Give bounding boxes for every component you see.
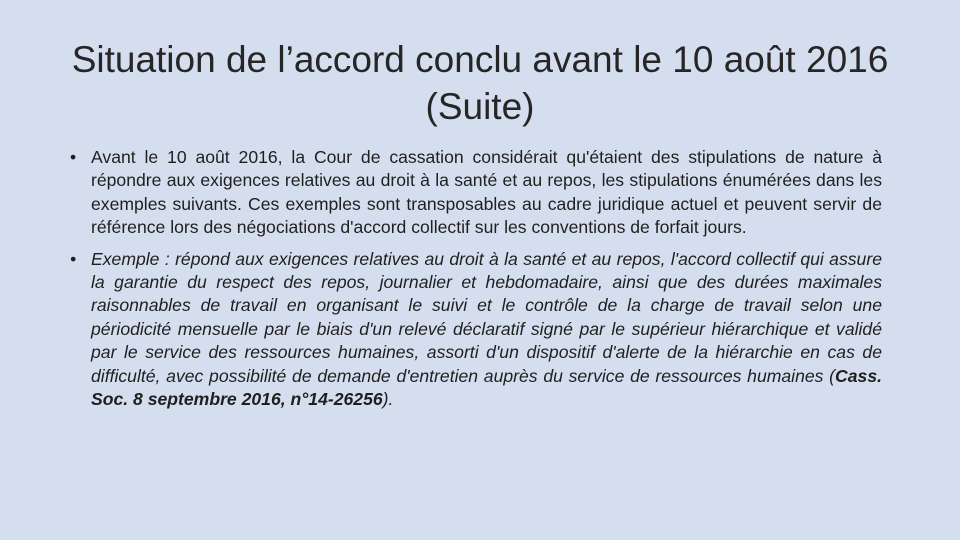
- bullet-text: Avant le 10 août 2016, la Cour de cassation considérait qu'étaient des stipulations de nature à répondre aux exigences relatives au droit à la santé et au repos, les stipulations énumérées dans les exemples suivants. Ces exemples sont transposables au cadre juridique actuel et peuvent servir de référence lors des négociations d'accord collectif sur les conventions de forfait jours.: [91, 147, 882, 238]
- bullet-list: [70, 146, 882, 419]
- example-text: Exemple : répond aux exigences relatives au droit à la santé et au repos, l'accord collectif qui assure la garantie du respect des repos, journalier et hebdomadaire, ainsi que des durées maximales raisonnables de travail en organisant le suivi et le contrôle de la charge de travail selon une périodicité mensuelle par le biais d'un relevé déclaratif signé par le supérieur hiérarchique et validé par le service des ressources humaines, assorti d'un dispositif d'alerte de la hiérarchie en cas de difficulté, avec possibilité de demande d'entretien auprès du service de ressources humaines (: [91, 248, 882, 386]
- citation-closing: ).: [382, 389, 394, 410]
- bullet-item-2: [70, 248, 882, 412]
- case-citation: Cass. Soc. 8 septembre 2016, n°14-26256: [91, 365, 882, 410]
- bullet-item-1: [70, 146, 882, 240]
- bullet-icon: •: [70, 147, 77, 167]
- bullet-icon: •: [70, 248, 77, 269]
- slide-title: Situation de l’accord conclu avant le 10 août 2016 (Suite): [71, 39, 889, 127]
